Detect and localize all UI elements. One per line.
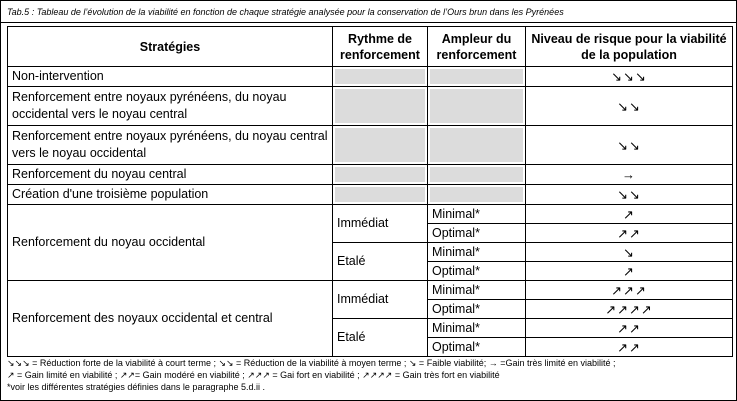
caption-divider bbox=[1, 22, 736, 23]
risk-cell: ↗↗ bbox=[526, 319, 733, 338]
risk-cell: ↗↗↗↗ bbox=[526, 300, 733, 319]
header-strategies: Stratégies bbox=[8, 27, 333, 67]
empty-gray-cell bbox=[333, 126, 428, 165]
ampleur-cell: Optimal* bbox=[428, 262, 526, 281]
table-row bbox=[8, 205, 733, 224]
header-row bbox=[8, 27, 733, 67]
ampleur-cell: Optimal* bbox=[428, 300, 526, 319]
empty-gray-cell bbox=[428, 87, 526, 126]
empty-gray-cell bbox=[428, 165, 526, 185]
rythme-cell: Etalé bbox=[333, 319, 428, 357]
rythme-cell: Immédiat bbox=[333, 205, 428, 243]
strategy-cell: Renforcement entre noyaux pyrénéens, du noyau occidental vers le noyau central bbox=[8, 87, 333, 126]
strategy-cell: Création d'une troisième population bbox=[8, 185, 333, 205]
risk-cell: ↗ bbox=[526, 205, 733, 224]
empty-gray-cell bbox=[428, 185, 526, 205]
risk-cell: ↘↘↘ bbox=[526, 67, 733, 87]
risk-cell: ↗↗ bbox=[526, 338, 733, 357]
risk-cell: ↘ bbox=[526, 243, 733, 262]
table-row bbox=[8, 126, 733, 165]
table-row bbox=[8, 185, 733, 205]
empty-gray-cell bbox=[333, 185, 428, 205]
empty-gray-cell bbox=[333, 87, 428, 126]
header-rythme: Rythme de renforcement bbox=[333, 27, 428, 67]
table-row bbox=[8, 281, 733, 300]
risk-cell: ↗↗↗ bbox=[526, 281, 733, 300]
ampleur-cell: Minimal* bbox=[428, 205, 526, 224]
strategy-cell: Renforcement du noyau occidental bbox=[8, 205, 333, 281]
risk-cell: → bbox=[526, 165, 733, 185]
risk-cell: ↗ bbox=[526, 262, 733, 281]
risk-cell: ↗↗ bbox=[526, 224, 733, 243]
rythme-cell: Immédiat bbox=[333, 281, 428, 319]
legend-line: ↗ = Gain limité en viabilité ; ↗↗= Gain modéré en viabilité ; ↗↗↗ = Gai fort en viabilité ; ↗↗↗↗ = Gain très fort en viabilité bbox=[7, 370, 500, 380]
table-row bbox=[8, 165, 733, 185]
ampleur-cell: Minimal* bbox=[428, 319, 526, 338]
strategy-cell: Non-intervention bbox=[8, 67, 333, 87]
ampleur-cell: Minimal* bbox=[428, 281, 526, 300]
header-risque: Niveau de risque pour la viabilité de la population bbox=[526, 27, 733, 67]
table-row bbox=[8, 67, 733, 87]
ampleur-cell: Optimal* bbox=[428, 224, 526, 243]
empty-gray-cell bbox=[428, 126, 526, 165]
risk-cell: ↘↘ bbox=[526, 87, 733, 126]
table-row bbox=[8, 87, 733, 126]
risk-cell: ↘↘ bbox=[526, 185, 733, 205]
strategy-cell: Renforcement des noyaux occidental et central bbox=[8, 281, 333, 357]
footnote: *voir les différentes stratégies définies dans le paragraphe 5.d.ii . bbox=[7, 382, 265, 392]
empty-gray-cell bbox=[428, 67, 526, 87]
ampleur-cell: Optimal* bbox=[428, 338, 526, 357]
legend-line: ↘↘↘ = Réduction forte de la viabilité à court terme ; ↘↘ = Réduction de la viabilité à moyen terme ; ↘ = Faible viabilité; → =Gain très limité en viabilité ; bbox=[7, 358, 616, 368]
header-ampleur: Ampleur du renforcement bbox=[428, 27, 526, 67]
ampleur-cell: Minimal* bbox=[428, 243, 526, 262]
legend-notes bbox=[7, 357, 616, 393]
strategy-cell: Renforcement entre noyaux pyrénéens, du noyau central vers le noyau occidental bbox=[8, 126, 333, 165]
rythme-cell: Etalé bbox=[333, 243, 428, 281]
empty-gray-cell bbox=[333, 67, 428, 87]
table-caption: Tab.5 : Tableau de l’évolution de la viabilité en fonction de chaque stratégie analysée pour la conservation de l’Ours brun dans les Pyrénées bbox=[7, 7, 564, 17]
risk-cell: ↘↘ bbox=[526, 126, 733, 165]
empty-gray-cell bbox=[333, 165, 428, 185]
strategy-table bbox=[7, 26, 733, 357]
strategy-cell: Renforcement du noyau central bbox=[8, 165, 333, 185]
